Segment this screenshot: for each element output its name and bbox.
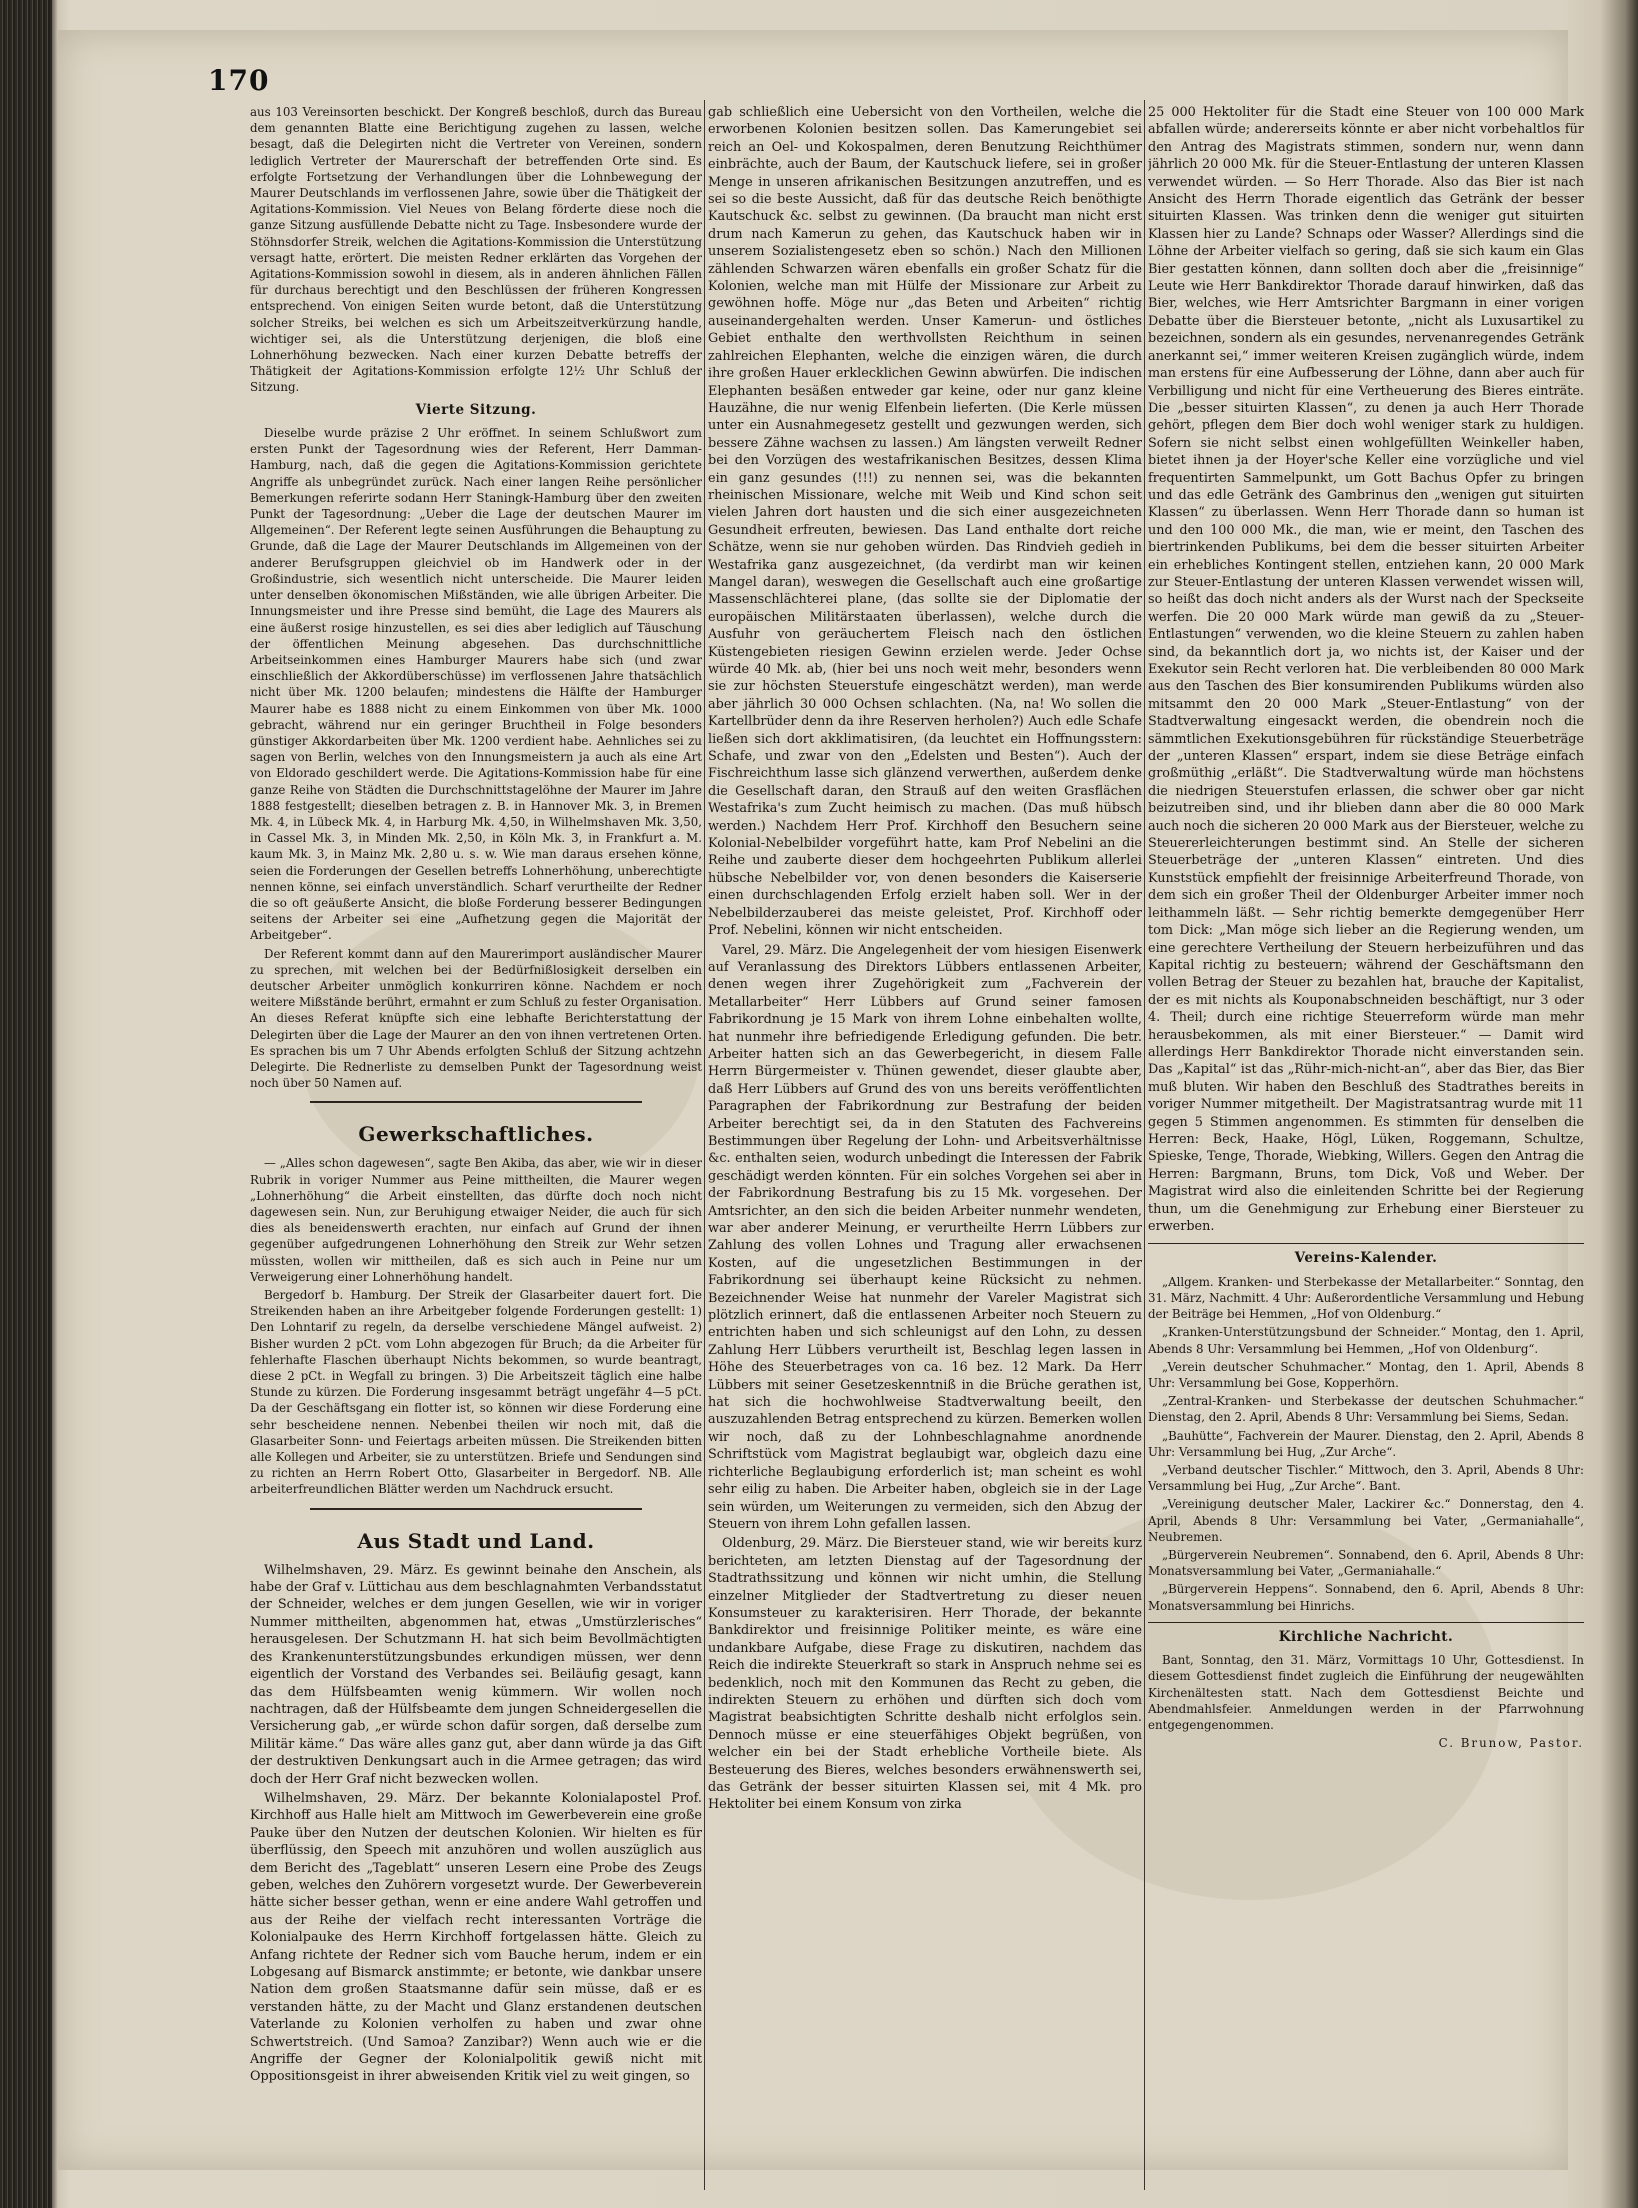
calendar-entry: „Kranken-Unterstützungsbund der Schneider.“ Montag, den 1. April, Abends 8 Uhr: Versammlung bei Hemmen, „Hof von Oldenburg“. — [1148, 1325, 1584, 1356]
article-paragraph: Wilhelmshaven, 29. März. Es gewinnt beinahe den Anschein, als habe der Graf v. Lüttichau aus dem beschlagnahmten Verbandsstatut der Schneider, welches er dem jungen Gesellen, wie wir in voriger Nummer mittheilten, abgenommen hat, etwas „Umstürzlerisches“ herausgelesen. Der Schutzmann H. hat sich beim Bevollmächtigten des Krankenunterstützungsbundes erkundigen müssen, wer denn eigentlich der Vorstand des Verbandes sei. Beiläufig gesagt, kann das dem Hülfsbeamten wenig kümmern. Wir wollen noch nachtragen, daß der Hülfsbeamte dem jungen Schneidergesellen die Versicherung gab, „er würde schon dafür sorgen, daß derselbe zum Militär käme.“ Das wäre alles ganz gut, aber dann würde ja das Gift der destruktiven Denkungsart auch in die Armee getragen; das wird doch der Herr Graf nicht bezwecken wollen. — [250, 1562, 702, 1787]
article-paragraph: 25 000 Hektoliter für die Stadt eine Steuer von 100 000 Mark abfallen würde; andererseits könnte er aber nicht vorbehaltlos für den Antrag des Magistrats stimmen, sondern nur, wenn dann jährlich 20 000 Mk. für die Steuer-Entlastung der unteren Klassen verwendet würden. — So Herr Thorade. Also das Bier ist nach Ansicht des Herrn Thorade eigentlich das Getränk der besser situirten Klassen. Was trinken denn die weniger gut situirten Klassen hier zu Lande? Schnaps oder Wasser? Allerdings sind die Löhne der Arbeiter vielfach so gering, daß sie sich kaum ein Glas Bier gestatten können, dann sollten doch aber die „freisinnige“ Leute wie Herr Bankdirektor Thorade darauf hinwirken, daß das Bier, welches, wie Herr Amtsrichter Bargmann in einer vorigen Debatte über die Biersteuer betonte, „nicht als Luxusartikel zu bezeichnen, sondern als ein gesundes, nervenanregendes Getränk anerkannt sei,“ immer weiteren Kreisen zugänglich würde, indem man erstens für eine Aufbesserung der Löhne, dann aber auch für Verbilligung und nicht für eine Vertheuerung des Bieres einträte. Die „besser situirten Klassen“, zu denen ja auch Herr Thorade gehört, pflegen dem Bier doch wohl weniger stark zu huldigen. Sofern sie nicht selbst einen wohlgefüllten Weinkeller haben, bietet ihnen ja der Hoyer'sche Keller eine vorzügliche und viel frequentirten Sammelpunkt, um Gott Bachus Opfer zu bringen und das edle Getränk des Gambrinus den „wenigen gut situirten Klassen“ zu überlassen. Wenn Herr Thorade dann so human ist und den 100 000 Mk., die man, wie er meint, den Taschen des biertrinkenden Publikums, bei dem die besser situirten Arbeiter ein erhebliches Kontingent stellen, entziehen kann, 20 000 Mark zur Steuer-Entlastung der unteren Klassen verwendet wissen will, so heißt das doch nicht anders als der Wurst nach der Speckseite werfen. Die 20 000 Mark würde man gewiß da zu „Steuer-Entlastungen“ verwenden, wo die kleine Steuern zu zahlen haben sind, da bekanntlich dort ja, wo nichts ist, der Kaiser und der Exekutor sein Recht verloren hat. Die verbleibenden 80 000 Mark aus den Taschen des Bier konsumirenden Publikums würden also mitsammt den 20 000 Mark „Steuer-Entlastung“ von der Stadtverwaltung eingesackt werden, die obendrein noch die sämmtlichen Exekutionsgebühren für rückständige Steuerbeträge der „unteren Klassen“ erspart, indem sie diese Beträge einfach großmüthig „erläßt“. Die Stadtverwaltung würde man höchstens die niedrigen Steuerstufen erlassen, die schwer ober gar nicht beizutreiben sind, und ihr blieben dann aber die 80 000 Mark auch noch die sicheren 20 000 Mark aus der Biersteuer, welche zu Steuererleichterungen bestimmt sind. An Stelle der sicheren Steuerbeträge der „unteren Klassen“ eintreten. Und dies Kunststück empfiehlt der freisinnige Arbeiterfreund Thorade, von dem sich ein großer Theil der Oldenburger Arbeiter immer noch leithammeln läßt. — Sehr richtig bemerkte demgegenüber Herr tom Dick: „Man möge sich lieber an die Regierung wenden, um eine gerechtere Vertheilung der Steuern herbeizuführen und das Kapital richtig zu besteuern; während der Geschäftsmann den vollen Betrag der Steuer zu bezahlen hat, brauche der Kapitalist, der es mit nichts als Kouponabschneiden beschäftigt, nur 3 oder 4. Theil; durch eine richtige Steuerreform würde man mehr herausbekommen, als mit einer Biersteuer.“ — Damit wird allerdings Herr Bankdirektor Thorade nicht einverstanden sein. Das „Kapital“ ist das „Rühr-mich-nicht-an“, aber das Bier, das Bier muß bluten. Wir haben den Beschluß des Stadtrathes bereits in voriger Nummer mitgetheilt. Der Magistratsantrag wurde mit 11 gegen 5 Stimmen angenommen. Es stimmten für denselben die Herren: Beck, Haake, Högl, Lüken, Roggemann, Schultze, Spieske, Tenge, Thorade, Wiebking, Willers. Gegen den Antrag die Herren: Bargmann, Bruns, tom Dick, Voß und Weber. Der Magistrat wird also die einleitenden Schritte bei der Regierung thun, um die Genehmigung zur Erhebung einer Biersteuer zu erwerben. — [1148, 105, 1584, 1234]
article-paragraph: Der Referent kommt dann auf den Maurerimport ausländischer Maurer zu sprechen, mit welchen bei der Bedürfnißlosigkeit derselben ein deutscher Arbeiter unmöglich konkurriren könne. Nachdem er noch weitere Mißstände berührt, ermahnt er zum Schluß zu fester Organisation. An dieses Referat knüpfte sich eine lebhafte Berichterstattung der Delegirten über die Lage der Maurer an den von ihnen vertretenen Orten. Es sprachen bis um 7 Uhr Abends erfolgten Schluß der Sitzung achtzehn Delegirte. Die Rednerliste zu demselben Punkt der Tagesordnung weist noch über 50 Namen auf. — [250, 946, 702, 1091]
article-paragraph: gab schließlich eine Uebersicht von den Vortheilen, welche die erworbenen Kolonien besitzen sollen. Das Kamerungebiet sei reich an Oel- und Kokospalmen, deren Benutzung Reichthümer einbrächte, auch der Baum, der Kautschuck liefere, sei in großer Menge in unseren afrikanischen Besitzungen anzutreffen, und es sei so die beste Aussicht, daß für das deutsche Reich benöthigte Kautschuck &c. selbst zu gewinnen. (Da braucht man nicht erst drum nach Kamerun zu gehen, das Kautschuck haben wir in unserem Sozialistengesetz eben so schön.) Nach den Millionen zählenden Schwarzen wären ebenfalls ein großer Schatz für die Kolonien, welche man mit Hülfe der Missionare zur Arbeit zu gewöhnen hoffe. Möge nur „das Beten und Arbeiten“ richtig auseinandergehalten werden. Unser Kamerun- und östliches Gebiet enthalte den werthvollsten Reichthum in seinen zahlreichen Elephanten, welche die einzigen wären, die durch ihre großen Hauer erklecklichen Gewinn abwürfen. Die indischen Elephanten besäßen entweder gar keine, oder nur ganz kleine Hauzähne, die nur wenig Elfenbein lieferten. (Die Kerle müssen unter ein Ausnahmegesetz gestellt und gezwungen werden, sich bessere Zähne wachsen zu lassen.) Am längsten verweilt Redner bei den Vorzügen des westafrikanischen Besitzes, dessen Klima ein ganz gesundes (!!!) zu nennen sei, was die bekannten rheinischen Missionare, welche mit Weib und Kind schon seit vielen Jahren dort hausten und die sich einer ausgezeichneten Gesundheit erfreuten, bewiesen. Das Land enthalte dort reiche Schätze, wenn sie nur gehoben würden. Das Rindvieh gedieh in Westafrika ganz ausgezeichnet, (da verdirbt man wir keinen Mangel daran), weswegen die Gesellschaft auch eine großartige Massenschlächterei plane, (das sollte sie der Diplomatie der europäischen Militärstaaten überlassen), welche durch die Ausfuhr von geräuchertem Fleisch nach den östlichen Küstengebieten riesigen Gewinn erzielen werde. Jeder Ochse würde 40 Mk. ab, (hier bei uns noch weit mehr, besonders wenn sie zur höchsten Steuerstufe eingeschätzt werden), man werde aber jährlich 30 000 Ochsen schlachten. (Na, na! Wo sollen die Kartellbrüder denn da ihre Reserven herholen?) Auch edle Schafe ließen sich dort akklimatisiren, (da leuchtet ein Hoffnungsstern: Schafe, und zwar von den „Edelsten und Besten“). Auch der Fischreichthum lasse sich glänzend verwerthen, außerdem denke die Gesellschaft daran, den Strauß auf den weiten Grasflächen Westafrika's zum Zucht heimisch zu machen. (Das muß hübsch werden.) Nachdem Herr Prof. Kirchhoff den Besuchern seine Kolonial-Nebelbilder vorgeführt hatte, kam Prof Nebelini an die Reihe und zauberte dieser dem hochgeehrten Publikum allerlei hübsche Nebelbilder vor, von denen besonders die Kaiserserie einen durchschlagenden Erfolg erzielt haben soll. Wer in der Nebelbilderzauberei das meiste geleistet, Prof. Kirchhoff oder Prof. Nebelini, können wir nicht entscheiden. — [708, 105, 1142, 939]
calendar-entry: „Bürgerverein Heppens“. Sonnabend, den 6. April, Abends 8 Uhr: Monatsversammlung bei Hinrichs. — [1148, 1582, 1584, 1613]
section-heading-gewerkschaftliches: Gewerkschaftliches. — [358, 1122, 594, 1147]
section-divider — [310, 1101, 642, 1103]
section-divider — [1148, 1622, 1584, 1623]
session-heading: Vierte Sitzung. — [415, 401, 537, 418]
calendar-entry: „Allgem. Kranken- und Sterbekasse der Metallarbeiter.“ Sonntag, den 31. März, Nachmitt. 4 Uhr: Außerordentliche Versammlung und Hebung der Beiträge bei Hemmen, „Hof von Oldenburg.“ — [1148, 1274, 1584, 1322]
column-3 — [1148, 104, 1584, 2190]
article-paragraph: Bergedorf b. Hamburg. Der Streik der Glasarbeiter dauert fort. Die Streikenden haben an ihre Arbeitgeber folgende Forderungen gestellt: 1) Den Lohntarif zu regeln, da derselbe verschiedene Mängel aufweist. 2) Bisher wurden 2 pCt. vom Lohn abgezogen für Bruch; da die Arbeiter für fehlerhafte Flaschen überhaupt Nichts bekommen, so wurde beantragt, diese 2 pCt. in Wegfall zu bringen. 3) Die Arbeitszeit täglich eine halbe Stunde zu kürzen. Die Forderung insgesammt beträgt ungefähr 4—5 pCt. Da der Geschäftsgang ein flotter ist, so können wir diese Forderung eine sehr bescheidene nennen. Nebenbei theilen wir noch mit, daß die Glasarbeiter Sonn- und Feiertags arbeiten müssen. Die Streikenden bitten alle Kollegen und Arbeiter, sie zu unterstützen. Briefe und Sendungen sind zu richten an Herrn Robert Otto, Glasarbeiter in Bergedorf. NB. Alle arbeiterfreundlichen Blätter werden um Nachdruck ersucht. — [250, 1288, 702, 1497]
calendar-entry: „Vereinigung deutscher Maler, Lackirer &c.“ Donnerstag, den 4. April, Abends 8 Uhr: Versammlung bei Vater, „Germaniahalle“, Neubremen. — [1148, 1497, 1584, 1544]
article-paragraph: Wilhelmshaven, 29. März. Der bekannte Kolonialapostel Prof. Kirchhoff aus Halle hielt am Mittwoch im Gewerbeverein eine große Pauke über den Nutzen der deutschen Kolonien. Wir hielten es für überflüssig, den Speech mit anzuhören und wollen auszüglich aus dem Bericht des „Tageblatt“ unseren Lesern eine Probe des Zeugs geben, welches den Zuhörern vorgesetzt wurde. Der Gewerbeverein hätte sicher besser gethan, wenn er eine andere Wahl getroffen und aus der Reihe der vielfach recht interessanten Vorträge die Kolonialpauke des Herrn Kirchhoff fortgelassen hätte. Gleich zu Anfang richtete der Redner sich vom Bauche herum, indem er ein Lobgesang auf Bismarck anstimmte; er betonte, wie dankbar unsere Nation dem großen Staatsmanne dafür sein müsse, daß er es verstanden hätte, zu der Macht und Glanz erstandenen deutschen Vaterlande zu Kolonien verholfen zu haben und zwar ohne Schwertstreich. (Und Samoa? Zanzibar?) Wenn auch wie er die Angriffe der Gegner der Kolonialpolitik gewiß nicht mit Oppositionsgeist in ihrer abweisenden Kritik viel zu weit gingen, so — [250, 1790, 702, 2085]
calendar-entry: „Zentral-Kranken- und Sterbekasse der deutschen Schuhmacher.“ Dienstag, den 2. April, Abends 8 Uhr: Versammlung bei Siems, Sedan. — [1148, 1394, 1584, 1425]
article-paragraph: aus 103 Vereinsorten beschickt. Der Kongreß beschloß, durch das Bureau dem genannten Blatte eine Berichtigung zugehen zu lassen, welche besagt, daß die Delegirten nicht die Vertreter von Vereinen, sondern lediglich Vertreter der Maurerschaft der betreffenden Orte sind. Es erfolgte Fortsetzung der Verhandlungen über die Lohnbewegung der Maurer Deutschlands im verflossenen Jahre, sowie über die Thätigkeit der Agitations-Kommission. Viel Neues von Belang förderte diese noch die ganze Sitzung ausfüllende Debatte nicht zu Tage. Insbesondere wurde der Stöhnsdorfer Streik, welchen die Agitations-Kommission die Unterstützung versagt hatte, erörtert. Die meisten Redner erklärten das Vorgehen der Agitations-Kommission sowohl in diesem, als in anderen ähnlichen Fällen für durchaus berechtigt und den Beschlüssen der früheren Kongressen entsprechend. Von einigen Seiten wurde betont, daß die Unterstützung solcher Streiks, bei welchen es sich um Arbeitszeitverkürzung handle, wichtiger sei, als die Unterstützung derjenigen, die bloß eine Lohnerhöhung bezwecken. Nach einer kurzen Debatte betreffs der Thätigkeit der Agitations-Kommission erfolgte 12½ Uhr Schluß der Sitzung. — [250, 105, 702, 395]
article-paragraph: — „Alles schon dagewesen“, sagte Ben Akiba, das aber, wie wir in dieser Rubrik in voriger Nummer aus Peine mittheilten, die Maurer wegen „Lohnerhöhung“ die Arbeit einstellten, das dürfte doch noch nicht dagewesen sein. Nun, zur Beruhigung etwaiger Neider, die auch für sich dies als beneidenswerth erachten, nur einfach auf Grund der ihnen gegenüber aufgedrungenen Lohnerhöhung den Streik zur Wehr setzen müssten, wollen wir mittheilen, daß es sich auch in Peine nur um Verweigerung einer Lohnerhöhung handelt. — [250, 1156, 702, 1284]
page-number: 170 — [208, 64, 270, 97]
section-heading-aus-stadt-und-land: Aus Stadt und Land. — [357, 1528, 595, 1553]
section-divider — [310, 1508, 642, 1510]
calendar-entry: „Bauhütte“, Fachverein der Maurer. Dienstag, den 2. April, Abends 8 Uhr: Versammlung bei Hug, „Zur Arche“. — [1148, 1428, 1584, 1459]
article-paragraph: Varel, 29. März. Die Angelegenheit der vom hiesigen Eisenwerk auf Veranlassung des Direktors Lübbers entlassenen Arbeiter, denen wegen ihrer Zugehörigkeit zum „Fachverein der Metallarbeiter“ Herr Lübbers auf Grund seiner famosen Fabrikordnung je 15 Mark von ihrem Lohne einbehalten wollte, hat nunmehr ihre befriedigende Erledigung gefunden. Die betr. Arbeiter hatten sich an das Gewerbegericht, in diesem Falle Herrn Bürgermeister v. Thünen gewendet, dieser glaubte aber, daß Herr Lübbers auf Grund des von uns bereits veröffentlichten Paragraphen der Fabrikordnung zur Bestrafung der beiden Arbeiter berechtigt sei, da in den Statuten des Fachvereins Bestimmungen über Regelung der Lohn- und Arbeitsverhältnisse &c. enthalten seien, wodurch unbedingt die Interessen der Fabrik geschädigt werden könnten. Für ein solches Vorgehen sei aber in der Fabrikordnung Bestrafung bis zu 15 Mk. vorgesehen. Der Amtsrichter, an den sich die beiden Arbeiter nunmehr wendeten, war aber anderer Meinung, er verurtheilte Herrn Lübbers zur Zahlung des vollen Lohnes und Tragung aller erwachsenen Kosten, auf die ungesetzlichen Bestimmungen in der Fabrikordnung sei überhaupt keine Rücksicht zu nehmen. Bezeichnender Weise hat nunmehr der Vareler Magistrat sich plötzlich erinnert, daß die entlassenen Arbeiter noch Steuern zu entrichten haben und sich schleunigst auf den Lohn, zu dessen Zahlung Herr Lübbers verurtheilt ist, Beschlag legen lassen in Höhe des Steuerbetrages von ca. 16 bez. 12 Mark. Da Herr Lübbers mit seiner Gesetzeskenntniß in die Brüche gerathen ist, hat sich die hochwohlweise Stadtverwaltung beeilt, den auszuzahlenden Betrag entsprechend zu kürzen. Bemerken wollen wir noch, daß zu der Lohnbeschlagnahme anordnende Schriftstück vom Magistrat beglaubigt war, obgleich dazu eine richterliche Beglaubigung erforderlich ist; man scheint es wohl sehr eilig zu haben. Die Arbeiter haben, obgleich sie in der Lage sein würden, um Weiterungen zu vermeiden, sich den Abzug der Steuern von ihrem Lohn gefallen lassen. — [708, 942, 1142, 1532]
section-divider — [1148, 1243, 1584, 1244]
calendar-entry: „Verband deutscher Tischler.“ Mittwoch, den 3. April, Abends 8 Uhr: Versammlung bei Hug, „Zur Arche“. Bant. — [1148, 1463, 1584, 1494]
article-paragraph: Oldenburg, 29. März. Die Biersteuer stand, wie wir bereits kurz berichteten, am letzten Dienstag auf der Tagesordnung der Stadtrathssitzung und können wir nicht umhin, die Stellung einzelner Mitglieder der Stadtvertretung zu dieser neuen Konsumsteuer zu karakterisiren. Herr Thorade, der bekannte Bankdirektor und freisinnige Politiker meinte, es wäre eine undankbare Aufgabe, diese Frage zu diskutiren, nachdem das Reich die indirekte Steuerkraft so stark in Anspruch nehme sei es bedenklich, noch mit den Kommunen das Recht zu geben, die indirekten Steuern zu erhöhen und dürften sich doch vom Magistrat beabsichtigten Schritte deshalb nicht erfolglos sein. Dennoch müsse er eine steuerfähiges Objekt begrüßen, von welcher ein bei der Stadt erhebliche Vortheile biete. Als Besteuerung des Bieres, welches besonders erwähnenswerth sei, das Getränk der besser situirten Klassen sei, mit 4 Mk. pro Hektoliter bei einem Konsum von zirka — [708, 1536, 1142, 1813]
column-1 — [250, 104, 702, 2190]
calendar-entry: „Bürgerverein Neubremen“. Sonnabend, den 6. April, Abends 8 Uhr: Monatsversammlung bei Vater, „Germaniahalle.“ — [1148, 1548, 1584, 1579]
church-notice: Bant, Sonntag, den 31. März, Vormittags 10 Uhr, Gottesdienst. In diesem Gottesdienst findet zugleich die Einführung der neugewählten Kirchenältesten statt. Nach dem Gottesdienst Beichte und Abendmahlsfeier. Anmeldungen werden in der Pfarrwohnung entgegengenommen. — [1148, 1653, 1584, 1733]
column-rule — [704, 100, 705, 2190]
column-rule — [1144, 100, 1145, 2190]
column-2 — [708, 104, 1142, 2190]
vereins-kalender-heading: Vereins-Kalender. — [1294, 1250, 1438, 1267]
book-binding — [0, 0, 52, 2208]
calendar-entry: „Verein deutscher Schuhmacher.“ Montag, den 1. April, Abends 8 Uhr: Versammlung bei Gose, Kopperhörn. — [1148, 1359, 1584, 1391]
church-notice-signature: C. Brunow, Pastor. — [1438, 1736, 1584, 1751]
article-paragraph: Dieselbe wurde präzise 2 Uhr eröffnet. In seinem Schlußwort zum ersten Punkt der Tagesordnung wies der Referent, Herr Damman-Hamburg, nach, daß die gegen die Agitations-Kommission gerichtete Angriffe als unbegründet zurück. Nach einer langen Reihe persönlicher Bemerkungen referirte sodann Herr Staningk-Hamburg über den zweiten Punkt der Tagesordnung: „Ueber die Lage der deutschen Maurer im Allgemeinen“. Der Referent legte seinen Ausführungen die Behauptung zu Grunde, daß die Lage der Maurer Deutschlands im Allgemeinen von der anderer Berufsgruppen gleichviel ob im Handwerk oder in der Großindustrie, sich wesentlich nicht unterscheide. Die Maurer leiden unter denselben ökonomischen Mißständen, wie alle übrigen Arbeiter. Die Innungsmeister und ihre Presse sind bemüht, die Lage des Maurers als eine äußerst rosige hinzustellen, es sei dies aber lediglich auf Täuschung der öffentlichen Meinung abgesehen. Das durchschnittliche Arbeitseinkommen eines Hamburger Maurers habe sich (und zwar einschließlich der Akkordüberschüsse) im verflossenen Jahre thatsächlich nicht über Mk. 1200 belaufen; mindestens die Hälfte der Hamburger Maurer habe es 1888 nicht zu einem Einkommen von über Mk. 1000 gebracht, während nur ein geringer Bruchtheil in Folge besonders günstiger Akkordarbeiten über Mk. 1200 verdient habe. Aehnliches sei zu sagen von Berlin, welches von den Innungsmeistern ja auch als eine Art von Eldorado geschildert werde. Die Agitations-Kommission habe für eine ganze Reihe von Städten die Durchschnittstagelöhne der Maurer im Jahre 1888 festgestellt; dieselben betragen z. B. in Hannover Mk. 3, in Bremen Mk. 4, in Lübeck Mk. 4, in Harburg Mk. 4,50, in Wilhelmshaven Mk. 3,50, in Cassel Mk. 3, in Minden Mk. 2,50, in Köln Mk. 3, in Frankfurt a. M. kaum Mk. 3, in Mainz Mk. 2,80 u. s. w. Wie man daraus ersehen könne, seien die Forderungen der Gesellen betreffs Lohnerhöhung, unberechtigte nennen könne, sei einfach unverständlich. Scharf verurtheilte der Redner die so oft geäußerte Ansicht, die bloße Forderung besserer Bedingungen seitens der Arbeiter sei eine „Aufhetzung gegen die Majorität der Arbeitgeber“. — [250, 426, 702, 943]
kirchliche-nachricht-heading: Kirchliche Nachricht. — [1278, 1628, 1454, 1645]
